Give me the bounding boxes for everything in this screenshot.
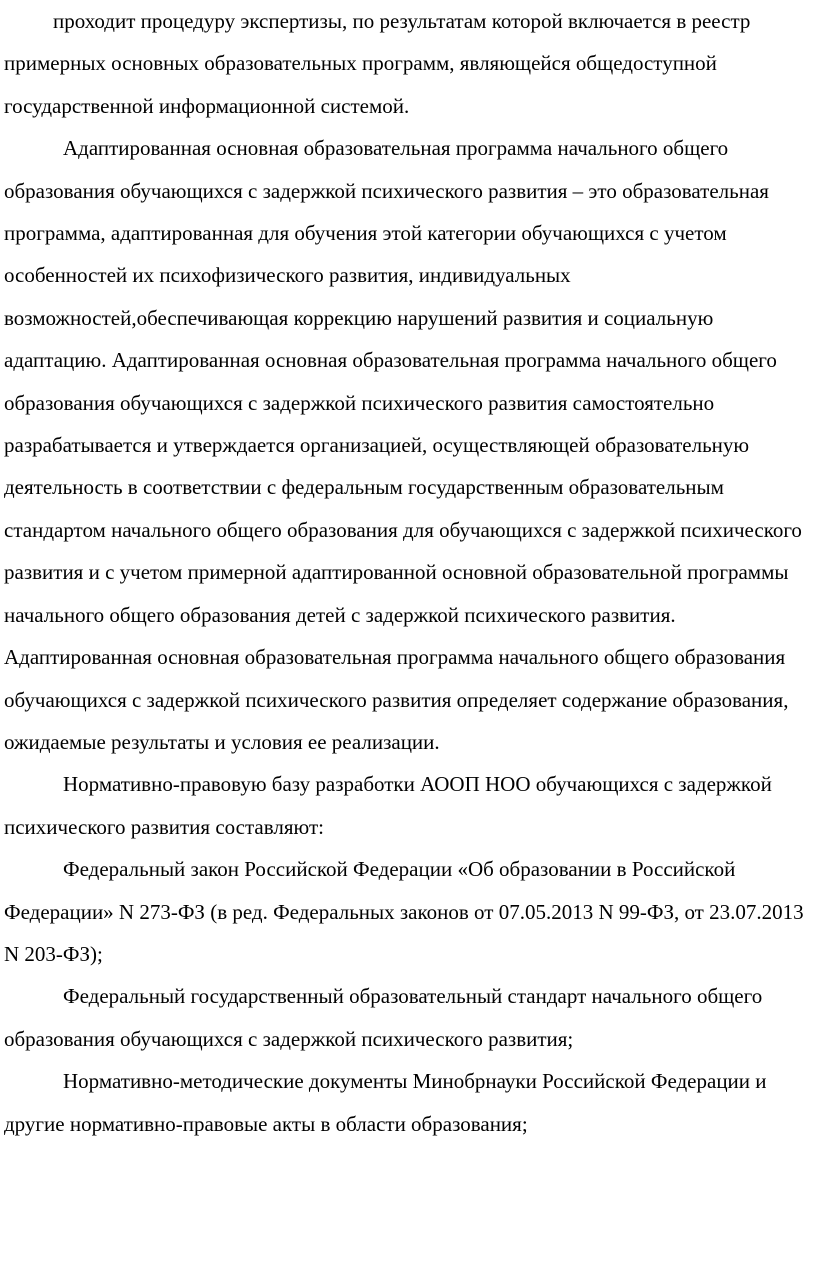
paragraph-aoop-definition: Адаптированная основная образовательная программа начального общего образования обучающихся с задержкой психического развития – это образовательная программа, адаптированная для обучения этой категории обучающихся с учетом особенностей их психофизического развития, индивидуальных возможностей,обеспечивающая коррекцию нарушений развития и социальную адаптацию. Адаптированная основная образовательная программа начального общего образования обучающихся с задержкой психического развития самостоятельно разрабатывается и утверждается организацией, осуществляющей образовательную деятельность в соответствии с федеральным государственным образовательным стандартом начального общего образования для обучающихся с задержкой психического развития и с учетом примерной адаптированной основной образовательной программы начального общего образования детей с задержкой психического развития. Адаптированная основная образовательная программа начального общего образования обучающихся с задержкой психического развития определяет содержание образования, ожидаемые результаты и условия ее реализации. [4,136,802,754]
paragraph-federal-law: Федеральный закон Российской Федерации «Об образовании в Российской Федерации» N 273-ФЗ (в ред. Федеральных законов от 07.05.2013 N 99-ФЗ, от 23.07.2013 N 203-ФЗ); [4,857,804,966]
document-body [4,0,816,1145]
paragraph-continuation: проходит процедуру экспертизы, по результатам которой включается в реестр примерных основных образовательных программ, являющейся общедоступной государственной информационной системой. [4,9,751,118]
paragraph-normative-base: Нормативно-правовую базу разработки АООП НОО обучающихся с задержкой психического развития составляют: [4,772,772,839]
paragraph-methodical-docs: Нормативно-методические документы Минобрнауки Российской Федерации и другие нормативно-правовые акты в области образования; [4,1069,767,1136]
paragraph-fgos: Федеральный государственный образовательный стандарт начального общего образования обучающихся с задержкой психического развития; [4,984,763,1051]
